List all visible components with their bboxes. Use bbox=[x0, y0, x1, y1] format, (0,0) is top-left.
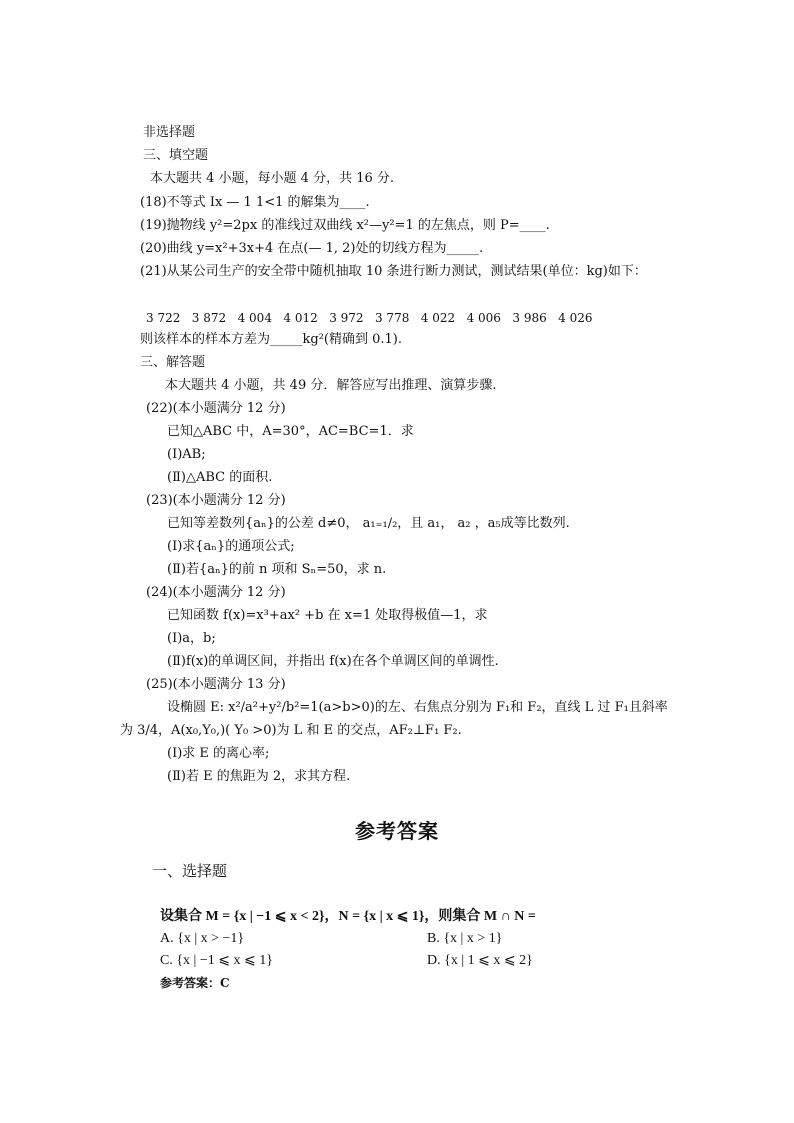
q22-part-ii: (Ⅱ)△ABC 的面积. bbox=[167, 470, 273, 485]
q25-part-ii: (Ⅱ)若 E 的焦距为 2，求其方程. bbox=[167, 769, 351, 784]
q23-part-i: (Ⅰ)求{aₙ}的通项公式; bbox=[167, 539, 295, 554]
q24-part-i: (Ⅰ)a，b; bbox=[167, 631, 216, 646]
fill-heading: 三、填空题 bbox=[143, 148, 209, 163]
option-c: C. {x | −1 ⩽ x ⩽ 1} bbox=[160, 953, 273, 968]
q24-head: (24)(本小题满分 12 分) bbox=[146, 585, 286, 600]
reference-answer: 参考答案：C bbox=[160, 976, 230, 990]
answer-heading: 三、解答题 bbox=[140, 355, 206, 370]
part-label: 非选择题 bbox=[143, 125, 196, 140]
q25-part-i: (Ⅰ)求 E 的离心率; bbox=[167, 746, 270, 761]
q24-body: 已知函数 f(x)=x³+ax² +b 在 x=1 处取得极值—1，求 bbox=[167, 608, 488, 623]
fill-intro: 本大题共 4 小题，每小题 4 分，共 16 分. bbox=[150, 171, 395, 186]
option-a: A. {x | x > −1} bbox=[160, 931, 245, 946]
question-18: (18)不等式 Ix — 1 1<1 的解集为____. bbox=[140, 195, 370, 210]
q25-body-line2: 为 3/4，A(x₀,Y₀,)( Y₀ >0)为 L 和 E 的交点，AF₂⊥F₁ F₂. bbox=[120, 723, 462, 738]
question-21: (21)从某公司生产的安全带中随机抽取 10 条进行断力测试，测试结果(单位：kg)如下： bbox=[140, 264, 647, 279]
q23-head: (23)(本小题满分 12 分) bbox=[146, 493, 286, 508]
choice-question: 设集合 M = {x | −1 ⩽ x < 2}，N = {x | x ⩽ 1}，则集合 M ∩ N = bbox=[160, 909, 536, 924]
q24-part-ii: (Ⅱ)f(x)的单调区间，并指出 f(x)在各个单调区间的单调性. bbox=[167, 654, 499, 669]
reference-title: 参考答案 bbox=[355, 819, 439, 843]
q22-body: 已知△ABC 中，A=30°，AC=BC=1．求 bbox=[167, 424, 414, 439]
q22-part-i: (Ⅰ)AB; bbox=[167, 447, 206, 462]
variance-question: 则该样本的样本方差为_____kg²(精确到 0.1). bbox=[140, 332, 402, 347]
question-20: (20)曲线 y=x²+3x+4 在点(— 1, 2)处的切线方程为_____. bbox=[140, 241, 484, 256]
q25-body-line1: 设椭圆 E: x²/a²+y²/b²=1(a>b>0)的左、右焦点分别为 F₁和 F₂，直线 L 过 F₁且斜率 bbox=[167, 700, 668, 715]
q23-part-ii: (Ⅱ)若{aₙ}的前 n 项和 Sₙ=50，求 n. bbox=[167, 562, 387, 577]
answer-intro: 本大题共 4 小题，共 49 分．解答应写出推理、演算步骤. bbox=[165, 378, 497, 393]
option-b: B. {x | x > 1} bbox=[427, 931, 503, 946]
q25-head: (25)(本小题满分 13 分) bbox=[146, 677, 286, 692]
q22-head: (22)(本小题满分 12 分) bbox=[146, 401, 286, 416]
option-d: D. {x | 1 ⩽ x ⩽ 2} bbox=[427, 953, 533, 968]
q23-body: 已知等差数列{aₙ}的公差 d≠0， a₁₌₁/₂，且 a₁， a₂ ，a₅成等比数列. bbox=[167, 516, 570, 531]
question-19: (19)抛物线 y²=2px 的准线过双曲线 x²—y²=1 的左焦点，则 P=____. bbox=[140, 218, 550, 233]
data-row: 3 722 3 872 4 004 4 012 3 972 3 778 4 022 4 006 3 986 4 026 bbox=[146, 311, 593, 325]
choice-section-heading: 一、选择题 bbox=[152, 862, 228, 880]
